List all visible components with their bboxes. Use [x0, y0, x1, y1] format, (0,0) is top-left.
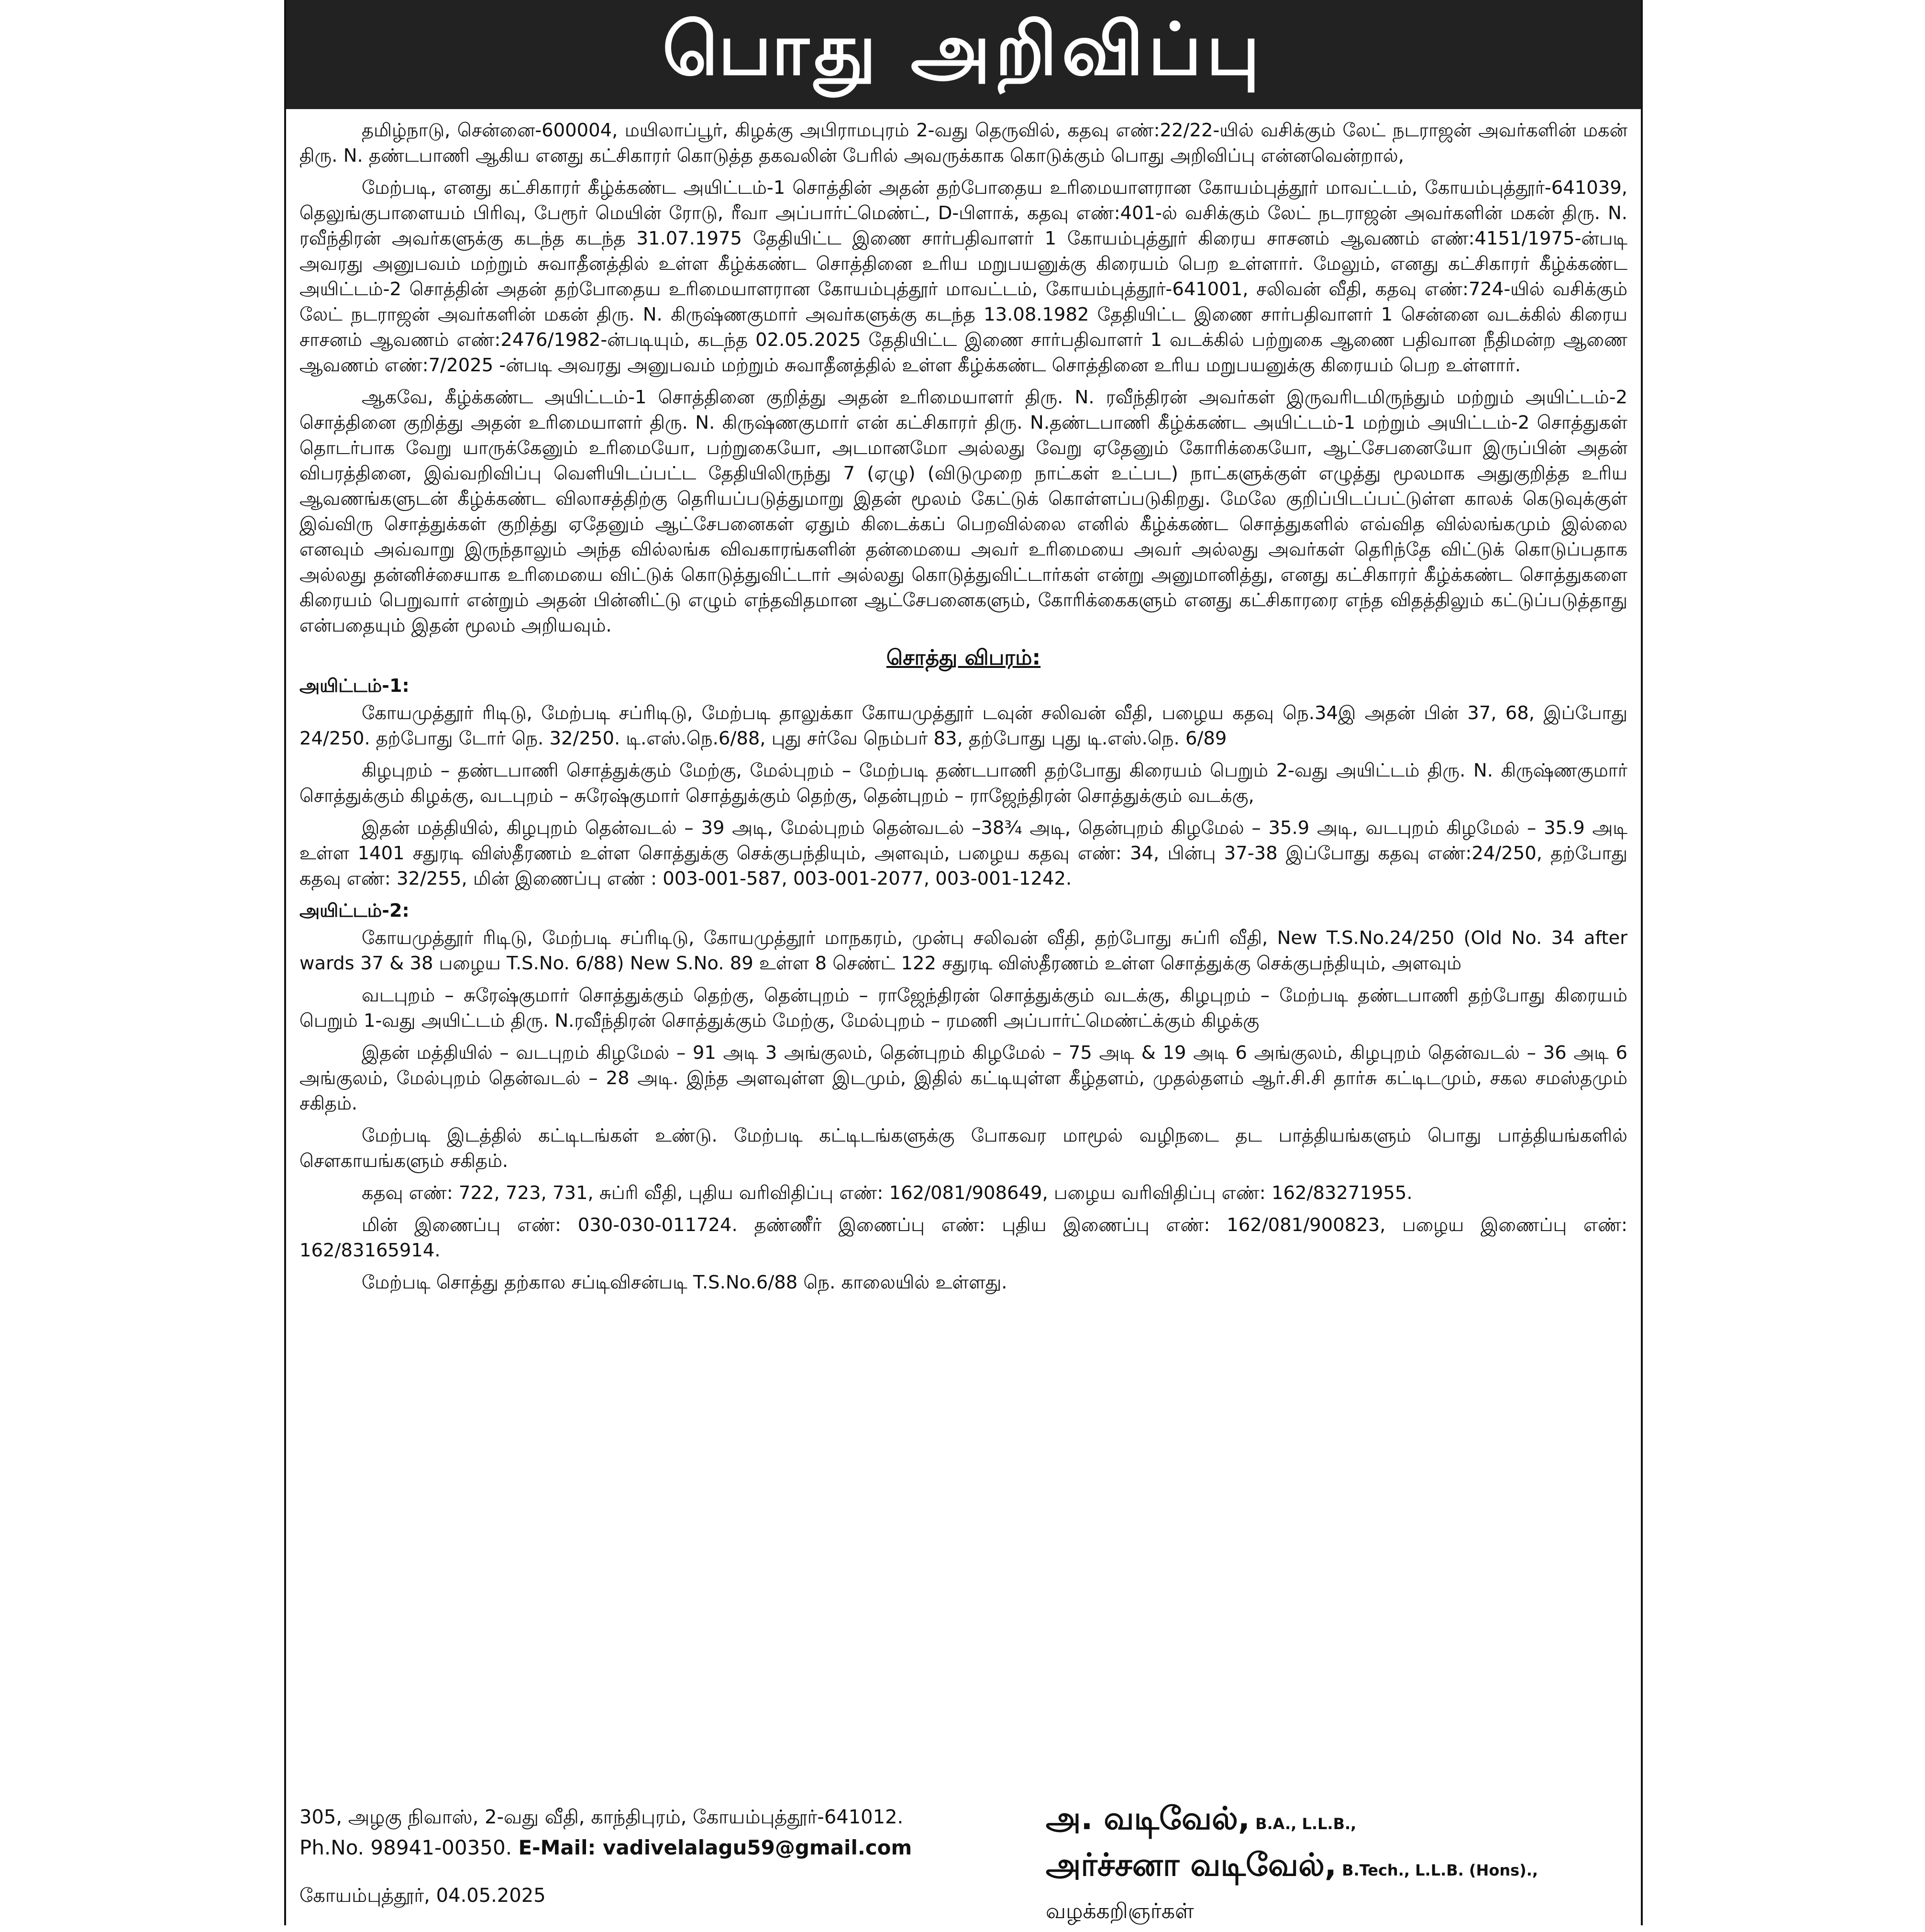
notice-frame — [284, 0, 1643, 1925]
notice-header — [286, 0, 1641, 109]
item2-subdivision: மேற்படி சொத்து தற்கால சப்டிவிசன்படி T.S.No.6/88 நெ. காலையில் உள்ளது. — [362, 1272, 1007, 1293]
ownership-paragraph: மேற்படி, எனது கட்சிகாரர் கீழ்க்கண்ட அயிட்டம்-1 சொத்தின் அதன் தற்போதைய உரிமையாளரான கோயம்புத்தூர் மாவட்டம், கோயம்புத்தூர்-641039, தெலுங்குபாளையம் பிரிவு, பேரூர் மெயின் ரோடு, ரீவா அப்பார்ட்மெண்ட், D-பிளாக், கதவு எண்:401-ல் வசிக்கும் லேட் நடராஜன் அவர்களின் மகன் திரு. N. ரவீந்திரன் அவர்களுக்கு கடந்த கடந்த 31.07.1975 தேதியிட்ட இணை சார்பதிவாளர் 1 கோயம்புத்தூர் கிரைய சாசனம் ஆவணம் எண்:4151/1975-ன்படி அவரது அனுபவம் மற்றும் சுவாதீனத்தில் உள்ள கீழ்க்கண்ட சொத்தினை உரிய மறுபயனுக்கு கிரையம் பெற உள்ளார். மேலும், எனது கட்சிகாரர் கீழ்க்கண்ட அயிட்டம்-2 சொத்தின் அதன் தற்போதைய உரிமையாளரான கோயம்புத்தூர் மாவட்டம், கோயம்புத்தூர்-641001, சலிவன் வீதி, கதவு எண்:724-யில் வசிக்கும் லேட் நடராஜன் அவர்களின் மகன் திரு. N. கிருஷ்ணகுமார் அவர்களுக்கு கடந்த 13.08.1982 தேதியிட்ட இணை சார்பதிவாளர் 1 சென்னை வடக்கில் கிரைய சாசனம் ஆவணம் எண்:2476/1982-ன்படியும், கடந்த 02.05.2025 தேதியிட்ட இணை சார்பதிவாளர் 1 வடக்கில் பற்றுகை ஆணை பதிவான நீதிமன்ற ஆணை ஆவணம் எண்:7/2025 -ன்படி அவரது அனுபவம் மற்றும் சுவாதீனத்தில் உள்ள கீழ்க்கண்ட சொத்தினை உரிய மறுபயனுக்கு கிரையம் பெற உள்ளார். — [299, 177, 1627, 376]
item2-measurements: இதன் மத்தியில் – வடபுறம் கிழமேல் – 91 அடி 3 அங்குலம், தென்புறம் கிழமேல் – 75 அடி & 19 அடி 6 அங்குலம், கிழபுறம் தென்வடல் – 36 அடி 6 அங்குலம், மேல்புறம் தென்வடல் – 28 அடி. இந்த அளவுள்ள இடமும், இதில் கட்டியுள்ள கீழ்தளம், முதல்தளம் ஆர்.சி.சி தார்சு கட்டிடமும், சகல சமஸ்தமும் சகிதம். — [299, 1042, 1627, 1114]
item2-boundaries: வடபுறம் – சுரேஷ்குமார் சொத்துக்கும் தெற்கு, தென்புறம் – ராஜேந்திரன் சொத்துக்கும் வடக்கு, கிழபுறம் – மேற்படி தண்டபாணி தற்போது கிரையம் பெறும் 1-வது அயிட்டம் திரு. N.ரவீந்திரன் சொத்துக்கும் மேற்கு, மேல்புறம் – ரமணி அப்பார்ட்மெண்ட்க்கும் கிழக்கு — [299, 985, 1627, 1032]
lawyer1-degree: B.A., L.L.B., — [1250, 1815, 1357, 1833]
advocate-address-block — [299, 1802, 912, 1911]
item1-measurements: இதன் மத்தியில், கிழபுறம் தென்வடல் – 39 அடி, மேல்புறம் தென்வடல் –38¾ அடி, தென்புறம் கிழமேல் – 35.9 அடி, வடபுறம் கிழமேல் – 35.9 அடி உள்ள 1401 சதுரடி விஸ்தீரணம் உள்ள சொத்துக்கு செக்குபந்தியும், அளவும், பழைய கதவு எண்: 34, பின்பு 37-38 இப்போது கதவு எண்:24/250, தற்போது கதவு எண்: 32/255, மின் இணைப்பு எண் : 003-001-587, 003-001-2077, 003-001-1242. — [299, 817, 1627, 889]
intro-paragraph: தமிழ்நாடு, சென்னை-600004, மயிலாப்பூர், கிழக்கு அபிராமபுரம் 2-வது தெருவில், கதவு எண்:22/22-யில் வசிக்கும் லேட் நடராஜன் அவர்களின் மகன் திரு. N. தண்டபாணி ஆகிய எனது கட்சிகாரர் கொடுத்த தகவலின் பேரில் அவருக்காக கொடுக்கும் பொது அறிவிப்பு என்னவென்றால், — [299, 120, 1627, 167]
lawyer2 — [1046, 1844, 1538, 1891]
lawyer1-name: அ. வடிவேல், — [1046, 1800, 1250, 1837]
advocate-phone: Ph.No. 98941-00350. — [299, 1836, 512, 1859]
item1-boundaries: கிழபுறம் – தண்டபாணி சொத்துக்கும் மேற்கு, மேல்புறம் – மேற்படி தண்டபாணி தற்போது கிரையம் பெறும் 2-வது அயிட்டம் திரு. N. கிருஷ்ணகுமார் சொத்துக்கும் கிழக்கு, வடபுறம் – சுரேஷ்குமார் சொத்துக்கும் தெற்கு, தென்புறம் – ராஜேந்திரன் சொத்துக்கும் வடக்கு, — [299, 760, 1627, 807]
advocates-designation: வழக்கறிஞர்கள் — [1046, 1899, 1194, 1923]
item2-door-numbers: கதவு எண்: 722, 723, 731, சுப்ரி வீதி, புதிய வரிவிதிப்பு எண்: 162/081/908649, பழைய வரிவிதிப்பு எண்: 162/83271955. — [362, 1182, 1413, 1204]
lawyer1 — [1046, 1798, 1538, 1844]
lawyer2-degree: B.Tech., L.L.B. (Hons)., — [1336, 1861, 1538, 1879]
advocate-email: E-Mail: vadivelalagu59@gmail.com — [518, 1836, 912, 1859]
item1-heading: அயிட்டம்-1: — [299, 675, 409, 696]
lawyer2-name: அர்ச்சனா வடிவேல், — [1046, 1846, 1337, 1883]
item2-buildings: மேற்படி இடத்தில் கட்டிடங்கள் உண்டு. மேற்படி கட்டிடங்களுக்கு போகவர மாமூல் வழிநடை தட பாத்தியங்களும் பொது பாத்தியங்களில் சௌகாயங்களும் சகிதம். — [299, 1125, 1627, 1172]
advocate-signature-block — [1046, 1798, 1538, 1932]
property-heading: சொத்து விபரம்: — [886, 645, 1041, 670]
item1-description: கோயமுத்தூர் ரிடிடு, மேற்படி சப்ரிடிடு, மேற்படி தாலுக்கா கோயமுத்தூர் டவுன் சலிவன் வீதி, பழைய கதவு நெ.34இ அதன் பின் 37, 68, இப்போது 24/250. தற்போது டோர் நெ. 32/250. டி.எஸ்.நெ.6/88, புது சர்வே நெம்பர் 83, தற்போது புது டி.எஸ்.நெ. 6/89 — [299, 702, 1627, 749]
advocate-address: 305, அழகு நிவாஸ், 2-வது வீதி, காந்திபுரம், கோயம்புத்தூர்-641012. — [299, 1806, 904, 1828]
objection-paragraph: ஆகவே, கீழ்க்கண்ட அயிட்டம்-1 சொத்தினை குறித்து அதன் உரிமையாளர் திரு. N. ரவீந்திரன் அவர்கள் இருவரிடமிருந்தும் மற்றும் அயிட்டம்-2 சொத்தினை குறித்து அதன் உரிமையாளர் திரு. N. கிருஷ்ணகுமார் என் கட்சிகாரர் திரு. N.தண்டபாணி கீழ்க்கண்ட அயிட்டம்-1 மற்றும் அயிட்டம்-2 சொத்துகள் தொடர்பாக வேறு யாருக்கேனும் உரிமையோ, பற்றுகையோ, அடமானமோ அல்லது வேறு ஏதேனும் கோரிக்கையோ, ஆட்சேபனையோ இருப்பின் அதன் விபரத்தினை, இவ்வறிவிப்பு வெளியிடப்பட்ட தேதியிலிருந்து 7 (ஏழு) (விடுமுறை நாட்கள் உட்பட) நாட்களுக்குள் எழுத்து மூலமாக அதுகுறித்த உரிய ஆவணங்களுடன் கீழ்க்கண்ட விலாசத்திற்கு தெரியப்படுத்துமாறு இதன் மூலம் கேட்டுக் கொள்ளப்படுகிறது. மேலே குறிப்பிடப்பட்டுள்ள காலக் கெடுவுக்குள் இவ்விரு சொத்துக்கள் குறித்து ஏதேனும் ஆட்சேபனைகள் ஏதும் கிடைக்கப் பெறவில்லை எனில் கீழ்க்கண்ட சொத்துகளில் எவ்வித வில்லங்கமும் இல்லை எனவும் அவ்வாறு இருந்தாலும் அந்த வில்லங்க விவகாரங்களின் தன்மையை அவர் உரிமையை அவர் அல்லது அவர்கள் தெரிந்தே விட்டுக் கொடுப்பதாக அல்லது தன்னிச்சையாக உரிமையை விட்டுக் கொடுத்துவிட்டார் அல்லது கொடுத்துவிட்டார்கள் என்று அனுமானித்து, எனது கட்சிகாரர் கீழ்க்கண்ட சொத்துகளை கிரையம் பெறுவார் என்றும் அதன் பின்னிட்டு எழும் எந்தவிதமான ஆட்சேபனைகளும், கோரிக்கைகளும் எனது கட்சிகாரரை எந்த விதத்திலும் கட்டுப்படுத்தாது என்பதையும் இதன் மூலம் அறியவும். — [299, 387, 1627, 636]
place-date: கோயம்புத்தூர், 04.05.2025 — [299, 1885, 546, 1907]
notice-footer — [299, 1798, 1627, 1922]
item2-heading: அயிட்டம்-2: — [299, 900, 409, 921]
notice-title: பொது அறிவிப்பு — [662, 8, 1265, 91]
item2-connections: மின் இணைப்பு எண்: 030-030-011724. தண்ணீர் இணைப்பு எண்: புதிய இணைப்பு எண்: 162/081/900823, பழைய இணைப்பு எண்: 162/83165914. — [299, 1214, 1627, 1261]
contact-line — [299, 1832, 912, 1863]
item2-description: கோயமுத்தூர் ரிடிடு, மேற்படி சப்ரிடிடு, கோயமுத்தூர் மாநகரம், முன்பு சலிவன் வீதி, தற்போது சுப்ரி வீதி, New T.S.No.24/250 (Old No. 34 after wards 37 & 38 பழைய T.S.No. 6/88) New S.No. 89 உள்ள 8 செண்ட் 122 சதுரடி விஸ்தீரணம் உள்ள சொத்துக்கு செக்குபந்தியும், அளவும் — [299, 927, 1627, 974]
notice-body — [299, 118, 1627, 1302]
